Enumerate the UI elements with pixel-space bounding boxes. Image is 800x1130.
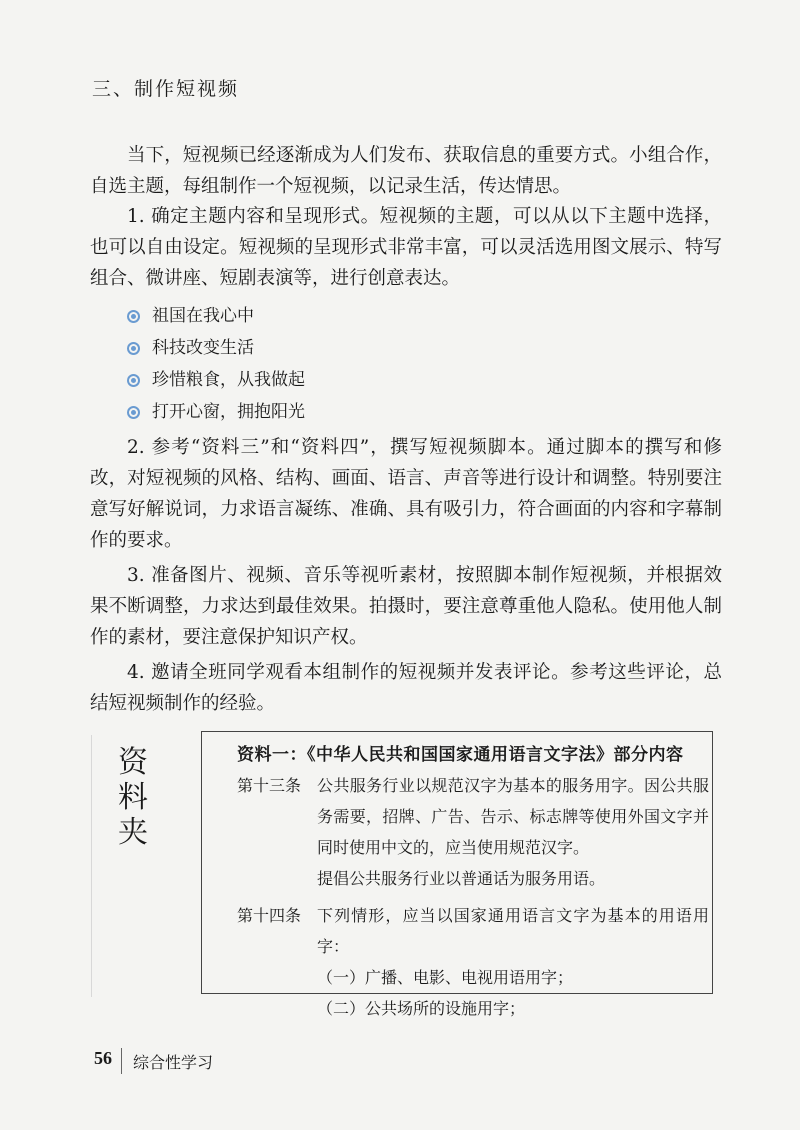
- topic-item: [127, 364, 305, 396]
- footer-divider: [121, 1048, 122, 1074]
- article-item: （一）广播、电影、电视用语用字；: [317, 968, 574, 987]
- step-3-text: 3. 准备图片、视频、音乐等视听素材，按照脚本制作短视频，并根据效果不断调整，力求达到最佳效果。拍摄时，要注意尊重他人隐私。使用他人制作的素材，要注意保护知识产权。: [90, 565, 722, 648]
- article-body: [317, 770, 709, 894]
- article-item: （二）公共场所的设施用字；: [317, 999, 526, 1018]
- section-title: 三、制作短视频: [92, 78, 240, 100]
- step-1: [90, 201, 722, 294]
- step-4: [90, 657, 722, 719]
- article-body: [317, 900, 709, 1024]
- step-2-text: 2. 参考“资料三”和“资料四”，撰写短视频脚本。通过脚本的撰写和修改，对短视频的风格、结构、画面、语言、声音等进行设计和调整。特别要注意写好解说词，力求语言凝练、准确、具有吸引力，符合画面的内容和字幕制作的要求。: [90, 437, 722, 551]
- topic-label: 打开心窗，拥抱阳光: [152, 402, 305, 422]
- topic-label: 珍惜粮食，从我做起: [152, 370, 305, 390]
- article-text: 下列情形，应当以国家通用语言文字为基本的用语用字：: [317, 906, 709, 956]
- article-text: 公共服务行业以规范汉字为基本的服务用字。因公共服务需要，招牌、广告、告示、标志牌等使用外国文字并同时使用中文的，应当使用规范汉字。: [317, 776, 709, 857]
- bullet-circle-icon: [127, 342, 140, 355]
- topic-item: [127, 300, 305, 332]
- material-folder-label: 资料夹: [118, 745, 148, 850]
- page-number: 56: [94, 1048, 112, 1068]
- topic-label: 科技改变生活: [152, 338, 254, 358]
- step-2: [90, 432, 722, 556]
- step-3: [90, 560, 722, 653]
- topic-item: [127, 332, 305, 364]
- step-1-text: 1. 确定主题内容和呈现形式。短视频的主题，可以从以下主题中选择，也可以自由设定。短视频的呈现形式非常丰富，可以灵活选用图文展示、特写组合、微讲座、短剧表演等，进行创意表达。: [90, 206, 722, 289]
- article-number: 第十四条: [237, 906, 302, 925]
- footer-section-name: 综合性学习: [133, 1053, 214, 1072]
- topic-item: [127, 396, 305, 428]
- topic-list: [127, 300, 305, 428]
- article-text: 提倡公共服务行业以普通话为服务用语。: [317, 869, 606, 888]
- intro-text: 当下，短视频已经逐渐成为人们发布、获取信息的重要方式。小组合作，自选主题，每组制作一个短视频，以记录生活，传达情思。: [90, 145, 722, 197]
- bullet-circle-icon: [127, 374, 140, 387]
- material-title: 资料一：《中华人民共和国国家通用语言文字法》部分内容: [237, 745, 684, 765]
- step-4-text: 4. 邀请全班同学观看本组制作的短视频并发表评论。参考这些评论，总结短视频制作的经验。: [90, 662, 722, 714]
- bullet-circle-icon: [127, 310, 140, 323]
- topic-label: 祖国在我心中: [152, 306, 254, 326]
- intro-paragraph: [90, 140, 722, 202]
- bullet-circle-icon: [127, 406, 140, 419]
- article-number: 第十三条: [237, 776, 302, 795]
